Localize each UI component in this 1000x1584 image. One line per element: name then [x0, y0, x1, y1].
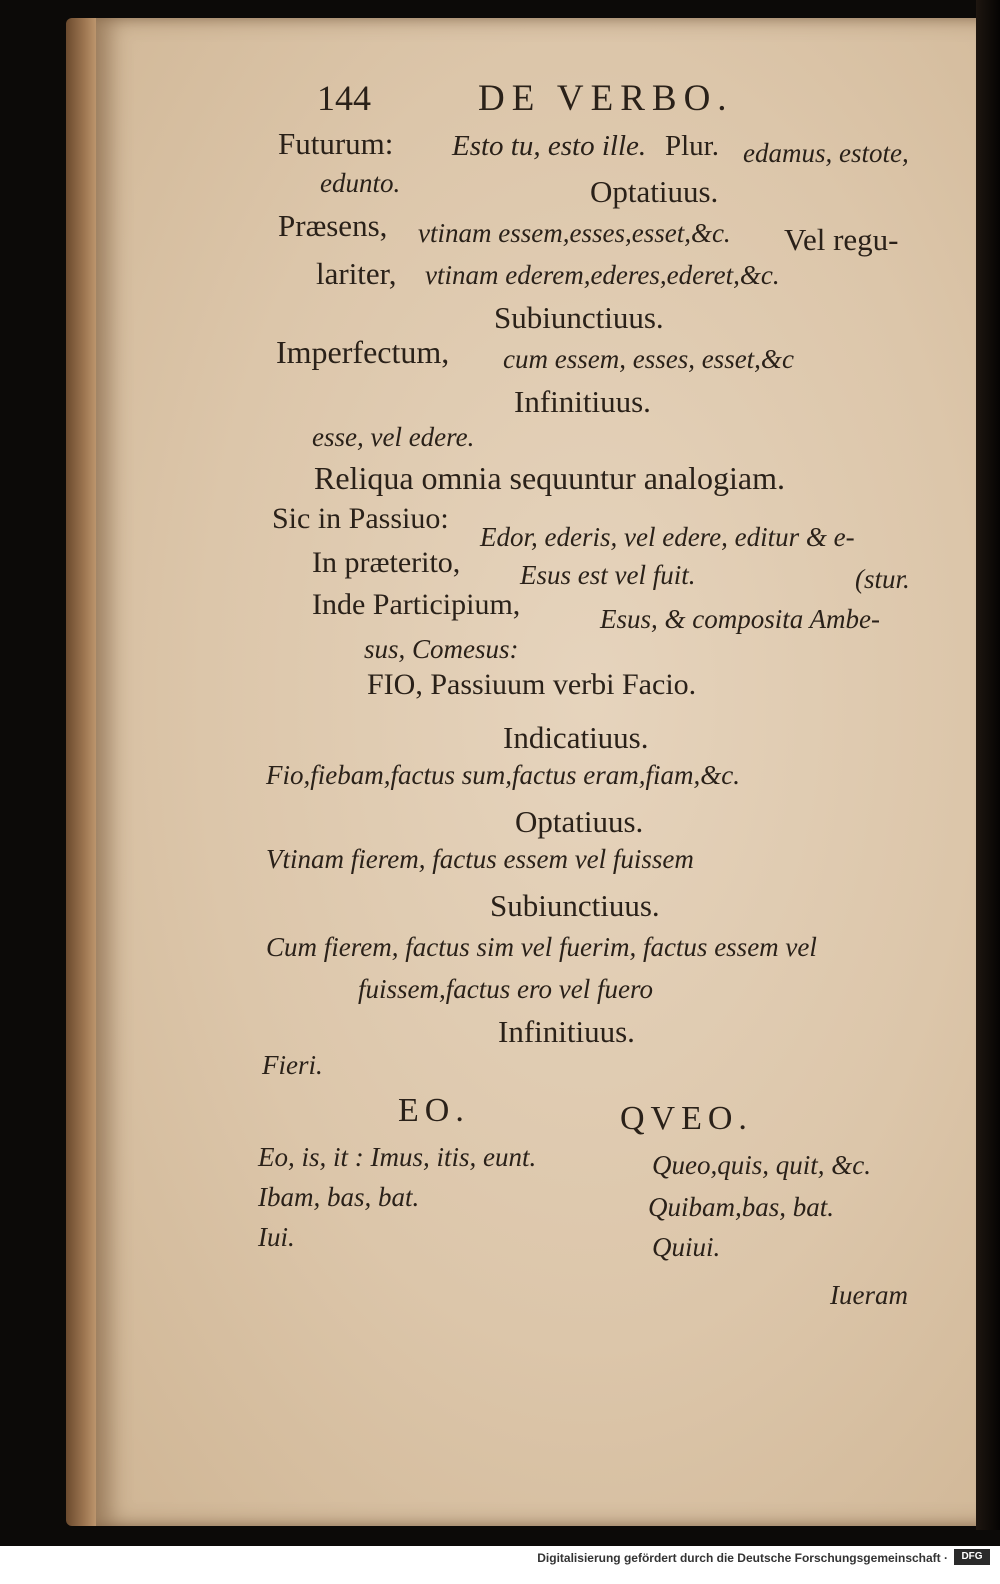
column-row: Ibam, bas, bat.: [258, 1182, 420, 1212]
text-line: esse, vel edere.: [312, 422, 475, 452]
column-row: Iui.: [258, 1222, 295, 1252]
verb-heading: FIO, Passiuum verbi Facio.: [367, 668, 697, 701]
text-line: lariter,: [316, 256, 397, 291]
text-line: Futurum:: [278, 126, 394, 161]
text-line: vtinam ederem,ederes,ederet,&c.: [425, 260, 780, 290]
column-row: Queo,quis, quit, &c.: [652, 1150, 871, 1180]
text-line: Esus, & composita Ambe-: [600, 604, 880, 634]
page-number: 144: [317, 78, 371, 118]
text-line: edamus, estote,: [743, 138, 909, 168]
text-line: Cum fierem, factus sim vel fuerim, factus essem vel: [266, 932, 817, 962]
text-line: sus, Comesus:: [364, 634, 519, 664]
catchword: Iueram: [830, 1280, 908, 1310]
section-heading: Infinitiuus.: [498, 1014, 635, 1049]
section-heading: Indicatiuus.: [503, 720, 649, 755]
book-spine-shadow: [976, 0, 1000, 1530]
footer-credit: Digitalisierung gefördert durch die Deutsche Forschungsgemeinschaft ·: [537, 1551, 948, 1565]
dfg-logo-icon: DFG: [954, 1549, 990, 1565]
text-line: Esus est vel fuit.: [520, 560, 696, 590]
verb-heading-eo: EO.: [398, 1092, 470, 1129]
text-line: fuissem,factus ero vel fuero: [358, 974, 653, 1004]
text-line: Vel regu-: [784, 222, 899, 257]
text-line: Sic in Passiuo:: [272, 502, 449, 535]
running-title: DE VERBO.: [478, 78, 734, 119]
section-heading: Subiunctiuus.: [490, 888, 660, 923]
text-line: Reliqua omnia sequuntur analogiam.: [314, 460, 785, 496]
text-line: vtinam essem,esses,esset,&c.: [418, 218, 731, 248]
text-line: Inde Participium,: [312, 588, 521, 621]
section-heading: Infinitiuus.: [514, 384, 651, 419]
text-line: In præterito,: [312, 546, 461, 579]
section-heading: Optatiuus.: [515, 804, 644, 839]
text-line: Vtinam fierem, factus essem vel fuissem: [266, 844, 694, 874]
text-line: Fio,fiebam,factus sum,factus eram,fiam,&c.: [266, 760, 740, 790]
text-line: cum essem, esses, esset,&c: [503, 344, 794, 374]
text-line: Edor, ederis, vel edere, editur & e-: [480, 522, 855, 552]
text-line: Esto tu, esto ille.: [452, 130, 647, 162]
section-heading: Optatiuus.: [590, 174, 719, 209]
column-row: Eo, is, it : Imus, itis, eunt.: [258, 1142, 537, 1172]
text-line: Præsens,: [278, 208, 388, 243]
column-row: Quibam,bas, bat.: [648, 1192, 835, 1222]
text-line: (stur.: [855, 564, 910, 594]
text-line: Fieri.: [262, 1050, 323, 1080]
column-row: Quiui.: [652, 1232, 721, 1262]
section-heading: Subiunctiuus.: [494, 300, 664, 335]
verb-heading-queo: QVEO.: [620, 1100, 753, 1137]
text-line: Plur.: [665, 130, 719, 162]
text-line: Imperfectum,: [276, 334, 450, 370]
text-line: edunto.: [320, 168, 401, 198]
